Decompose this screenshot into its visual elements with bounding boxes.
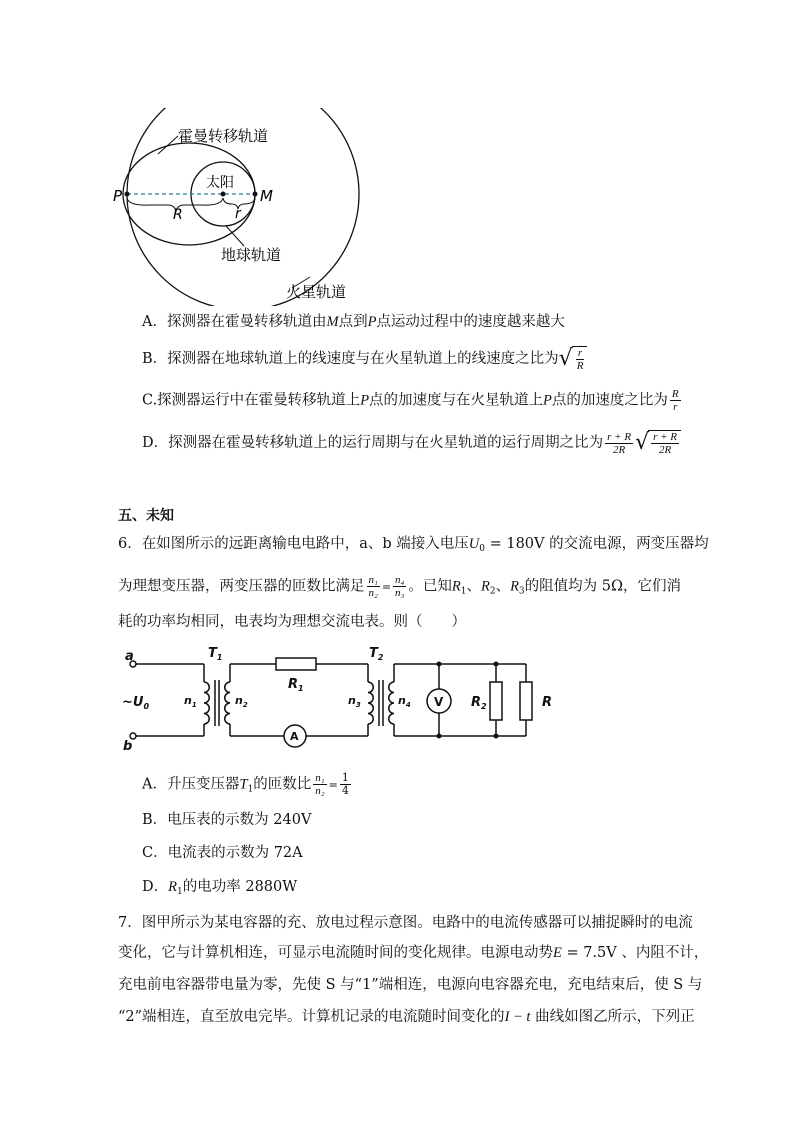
R1-label: $R_1$ (288, 677, 304, 693)
T1-label: $T_1$ (208, 646, 223, 662)
q6-sep2: 、 (495, 578, 511, 595)
label-earth: 地球轨道 (221, 246, 282, 264)
q6-option-d (142, 877, 297, 902)
q6-eq: = (381, 580, 392, 594)
label-M: M (260, 187, 273, 205)
q6-a-pre: A．升压变压器 (142, 776, 240, 793)
q5-a-end: 点运动过程中的速度越来越大 (376, 314, 565, 330)
q6-a-value (340, 772, 351, 797)
U0-label: $\sim U_0$ (122, 695, 150, 711)
q6-a-mid: 的匝数比 (253, 776, 312, 793)
q5-d-den2: 2R (658, 444, 672, 456)
q5-option-d (142, 430, 681, 456)
q7-It: I − t (504, 1009, 531, 1025)
q6-R1-sub: 1 (460, 586, 467, 597)
circuit-diagram (118, 644, 564, 756)
q6-l1-a: 6．在如图所示的远距离输电电路中，a、b 端接入电压 (118, 536, 469, 552)
q6-R3-sub: 3 (518, 586, 525, 597)
label-sun: 太阳 (206, 175, 234, 191)
q6-f2-num: n₄ (395, 574, 405, 586)
orbit-figure (110, 108, 370, 306)
q5-a-P: P (367, 314, 377, 330)
sun-dot (221, 192, 226, 197)
frac-R-over-r (670, 388, 681, 413)
label-P: P (113, 187, 123, 205)
q6-line2 (118, 574, 681, 602)
sqrt-rR-over-2R: √ $\frac{r + R}{2R}$ (635, 430, 681, 456)
q6-option-c: C．电流表的示数为 72A (142, 845, 303, 861)
q5-c-end: 点的加速度之比为 (551, 392, 668, 409)
q5-d-num1: r + R (607, 430, 632, 443)
q6-d-pre: D． (142, 879, 169, 895)
n4-label: $n_4$ (398, 694, 411, 709)
q5-a-M: M (326, 314, 339, 330)
q7-line1: 7．图甲所示为某电容器的充、放电过程示意图。电路中的电流传感器可以捕捉瞬时的电流 (118, 915, 693, 931)
q6-l1-b: = 180V 的交流电源，两变压器均 (484, 536, 709, 552)
n2-label: $n_2$ (235, 694, 248, 709)
q5-option-a (142, 312, 565, 332)
q7-l4-a: “2”端相连，直至放电完毕。计算机记录的电流随时间变化的 (118, 1009, 505, 1025)
q6-d-R: R (168, 879, 177, 895)
q6-line1 (118, 534, 709, 559)
q5-b-num: r (577, 347, 583, 359)
q7-l2-a: 变化，它与计算机相连，可显示电流随时间的变化规律。电源电动势 (118, 945, 553, 961)
R2-label: $R_2$ (471, 695, 487, 711)
point-M (253, 192, 258, 197)
section-title: 五、未知 (118, 508, 174, 524)
leader-hohmann (158, 136, 178, 154)
q5-option-b (142, 346, 587, 372)
q6-sep1: 、 (466, 578, 481, 595)
q6-l2-a: 为理想变压器，两变压器的匝数比满足 (118, 578, 365, 595)
label-R: R (173, 207, 183, 223)
terminal-a-label: a (125, 649, 134, 664)
q5-c-P2: P (543, 392, 552, 409)
q6-a-T: T (239, 776, 248, 793)
leader-earth (226, 226, 244, 246)
label-r: r (235, 206, 241, 222)
q6-a-T-sub: 1 (247, 784, 254, 795)
q5-c-den: r (673, 401, 678, 413)
q5-a-mid: 点到 (338, 314, 368, 330)
q5-c-num: R (671, 388, 679, 400)
q5-d-num2: r + R (653, 431, 678, 443)
q5-c-text: C.探测器运行中在霍曼转移轨道上 (142, 392, 361, 409)
q5-d-text: D．探测器在霍曼转移轨道上的运行周期与在火星轨道的运行周期之比为 (142, 435, 604, 451)
point-P (125, 192, 130, 197)
q6-d-end: 的电功率 2880W (182, 879, 298, 895)
ammeter-label: A (290, 730, 299, 743)
q6-l2-b: 。已知 (408, 578, 452, 595)
q6-frac2 (393, 574, 406, 599)
q6-frac1 (367, 574, 380, 599)
terminal-b-label: b (123, 739, 133, 754)
q6-U: U (468, 536, 480, 552)
q6-a-frac (313, 772, 326, 797)
q7-l2-b: = 7.5V 、内阻不计， (561, 945, 709, 961)
q6-a-vnum: 1 (341, 771, 349, 784)
q6-R2: R (480, 578, 490, 595)
q5-c-mid: 点的加速度与在火星轨道上 (369, 392, 544, 409)
q6-a-fden: n₂ (315, 785, 325, 797)
label-hohmann: 霍曼转移轨道 (178, 127, 269, 145)
q6-option-b: B．电压表的示数为 240V (142, 812, 312, 828)
q6-R3: R (510, 578, 519, 595)
q5-option-c (142, 388, 683, 413)
q6-d-R-sub: 1 (177, 887, 183, 897)
q6-line3: 耗的功率均相同，电表均为理想交流电表。则（ ） (118, 614, 466, 630)
q6-a-eq: = (328, 778, 338, 792)
q5-c-P1: P (360, 392, 370, 409)
q6-a-fnum: n₁ (315, 772, 325, 784)
q7-line4 (118, 1007, 695, 1027)
q6-R2-sub: 2 (489, 586, 496, 597)
frac-rR-over-2R (605, 431, 633, 456)
T2-label: $T_2$ (369, 646, 384, 662)
q6-f2-den: n₃ (395, 587, 405, 599)
q5-d-den1: 2R (612, 443, 626, 456)
q7-line2 (118, 943, 708, 963)
n1-label: $n_1$ (184, 694, 197, 709)
q6-U-sub: 0 (479, 544, 485, 554)
q7-E: E (553, 945, 562, 961)
q6-f1-den: n₂ (368, 587, 378, 599)
sqrt-r-over-R: √ $\frac{r}{R}$ (559, 346, 588, 372)
q6-f1-num: n₁ (368, 574, 378, 586)
q6-option-a (142, 772, 353, 800)
q7-l4-b: 曲线如图乙所示，下列正 (530, 1009, 695, 1025)
voltmeter-label: V (434, 695, 444, 709)
R3-label: R (542, 695, 553, 710)
q7-line3: 充电前电容器带电量为零，先使 S 与“1”端相连，电源向电容器充电，充电结束后，使 S 与 (118, 977, 703, 993)
q6-l2-c: 的阻值均为 5Ω，它们消 (524, 578, 682, 595)
q5-b-den: R (576, 360, 584, 372)
label-mars: 火星轨道 (286, 283, 347, 301)
n3-label: $n_3$ (348, 694, 361, 709)
q6-a-vden: 4 (341, 784, 349, 797)
q5-a-text: A．探测器在霍曼转移轨道由 (142, 314, 327, 330)
q6-R1: R (451, 578, 461, 595)
q5-b-text: B．探测器在地球轨道上的线速度与在火星轨道上的线速度之比为 (142, 351, 559, 367)
